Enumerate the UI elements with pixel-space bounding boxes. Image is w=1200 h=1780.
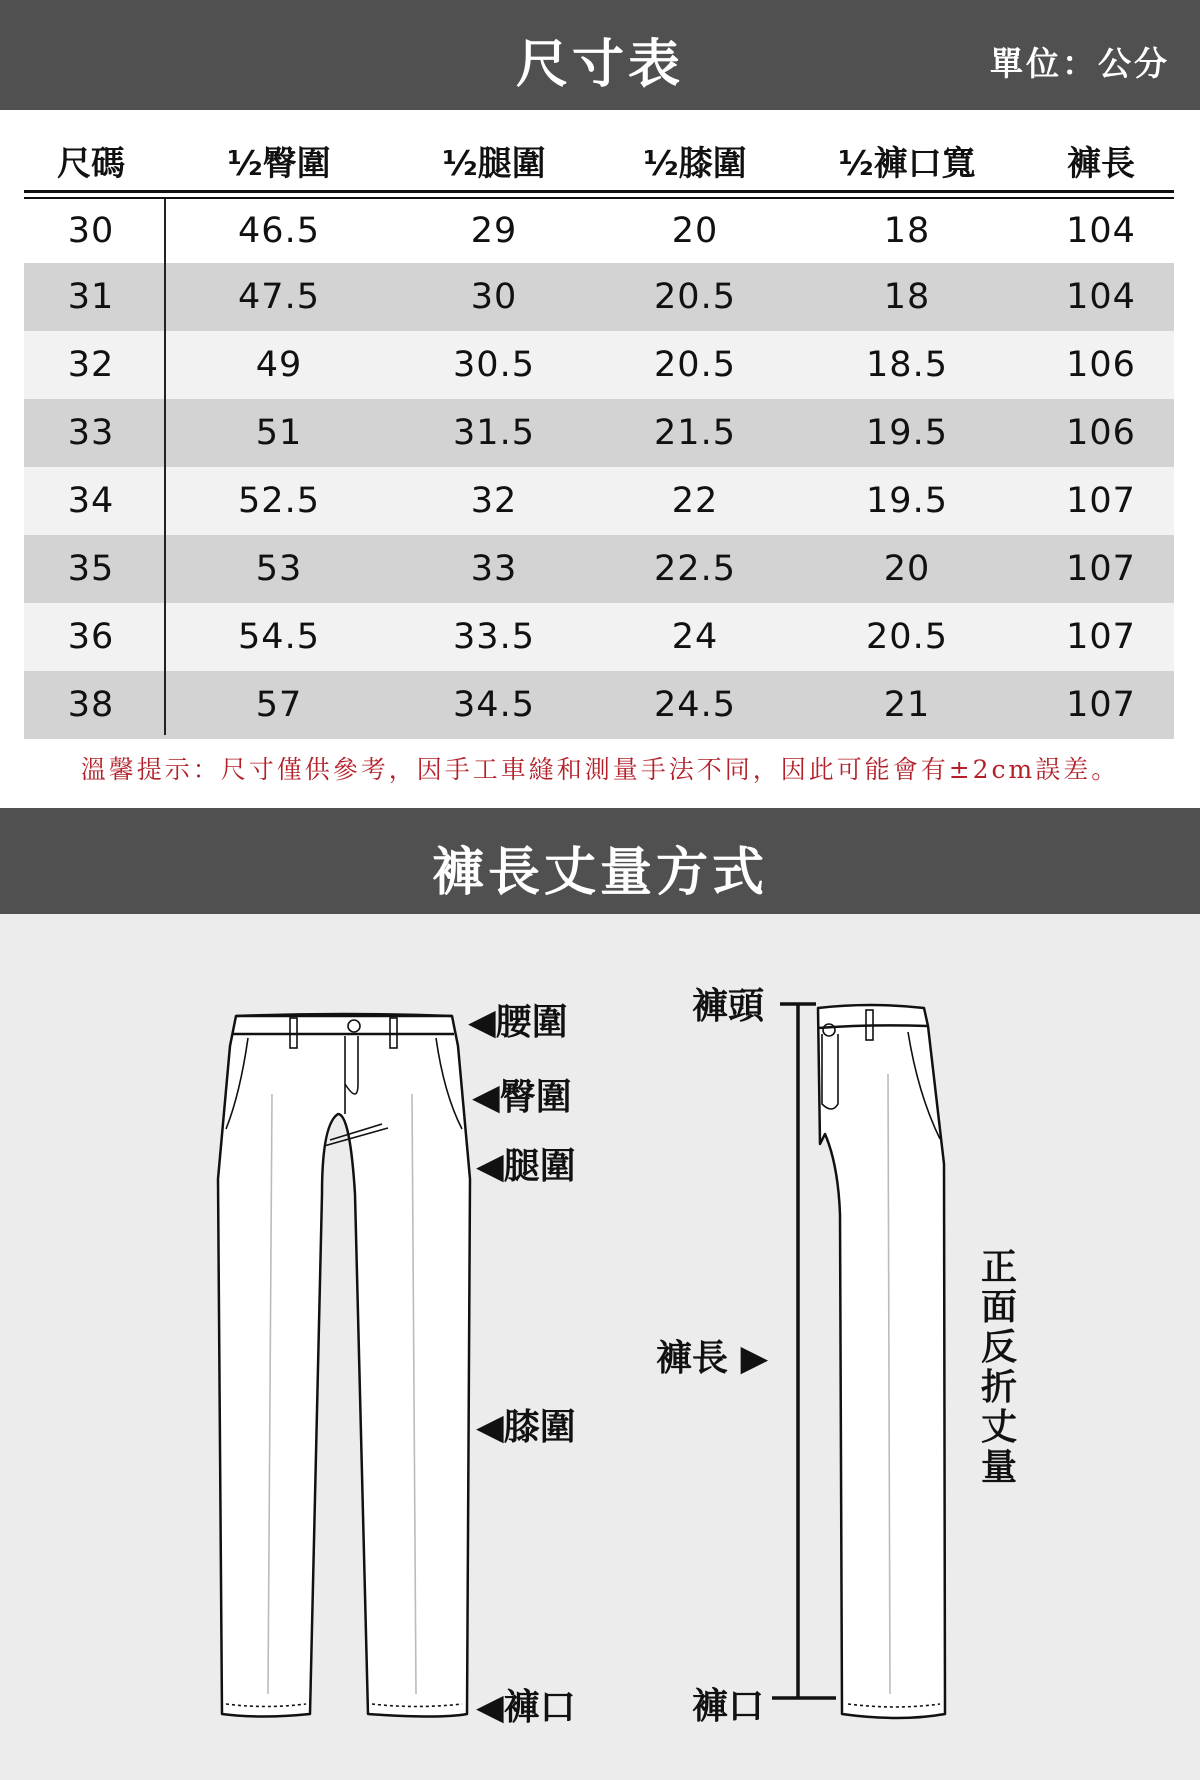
cell-length: 104 [1066, 277, 1136, 317]
label-hem-side: 褲口 [692, 1686, 765, 1727]
header-rule-top [24, 190, 1174, 193]
cell-thigh: 30 [470, 277, 518, 317]
column-header-knee: ½膝圍 [643, 144, 747, 184]
table-row [24, 199, 1174, 263]
label-length: 褲長 ▶ [656, 1338, 769, 1379]
cell-thigh: 33.5 [453, 617, 535, 657]
cell-length: 107 [1066, 685, 1136, 725]
label-knee: ◀膝圍 [476, 1407, 576, 1448]
cell-size: 33 [67, 413, 115, 453]
cell-hip: 47.5 [238, 277, 320, 317]
cell-size: 38 [67, 685, 115, 725]
cell-hip: 53 [255, 549, 303, 589]
cell-length: 104 [1066, 211, 1136, 251]
cell-size: 30 [67, 211, 115, 251]
front-pants-outline [218, 1016, 470, 1717]
cell-length: 107 [1066, 617, 1136, 657]
cell-knee: 21.5 [654, 413, 736, 453]
cell-hip: 54.5 [238, 617, 320, 657]
cell-hem-width: 20.5 [866, 617, 948, 657]
cell-hip: 46.5 [238, 211, 320, 251]
cell-length: 107 [1066, 549, 1136, 589]
cell-hip: 52.5 [238, 481, 320, 521]
label-fold-measure: 正面反折丈量 [980, 1247, 1017, 1488]
table-body [24, 199, 1174, 739]
cell-thigh: 32 [470, 481, 518, 521]
cell-size: 35 [67, 549, 115, 589]
column-header-thigh: ½腿圍 [442, 144, 546, 184]
column-header-length: 褲長 [1067, 144, 1135, 184]
table-row [24, 671, 1174, 739]
cell-knee: 24 [671, 617, 719, 657]
label-waistband-top: 褲頭 [692, 986, 765, 1027]
table-row [24, 399, 1174, 467]
cell-thigh: 34.5 [453, 685, 535, 725]
size-chart-title: 尺寸表 [515, 35, 684, 95]
label-hip: ◀臀圍 [472, 1077, 572, 1118]
cell-knee: 20 [671, 211, 719, 251]
size-chart-banner [0, 0, 1200, 110]
measurement-title: 褲長丈量方式 [431, 843, 768, 903]
pants-illustration [0, 914, 1200, 1780]
cell-hem-width: 18 [883, 277, 931, 317]
column-header-size: 尺碼 [57, 144, 125, 184]
size-disclaimer-note: 溫馨提示：尺寸僅供參考，因手工車縫和測量手法不同，因此可能會有±2cm誤差。 [80, 755, 1120, 784]
unit-label: 單位：公分 [990, 44, 1170, 83]
table-row [24, 603, 1174, 671]
cell-length: 107 [1066, 481, 1136, 521]
cell-hip: 57 [255, 685, 303, 725]
column-header-hip: ½臀圍 [227, 144, 331, 184]
table-row [24, 263, 1174, 331]
cell-knee: 22 [671, 481, 719, 521]
table-row [24, 467, 1174, 535]
label-thigh: ◀腿圍 [476, 1146, 576, 1187]
cell-hem-width: 19.5 [866, 413, 948, 453]
measurement-diagram [0, 914, 1200, 1780]
cell-hem-width: 20 [883, 549, 931, 589]
column-header-hem-width: ½褲口寬 [838, 144, 976, 184]
cell-knee: 20.5 [654, 277, 736, 317]
cell-thigh: 31.5 [453, 413, 535, 453]
cell-length: 106 [1066, 345, 1136, 385]
cell-length: 106 [1066, 413, 1136, 453]
cell-knee: 22.5 [654, 549, 736, 589]
cell-size: 36 [67, 617, 115, 657]
table-header [24, 110, 1174, 194]
cell-hip: 49 [255, 345, 303, 385]
label-hem: ◀褲口 [476, 1687, 576, 1728]
cell-size: 34 [67, 481, 115, 521]
cell-thigh: 29 [470, 211, 518, 251]
cell-hip: 51 [255, 413, 303, 453]
cell-thigh: 30.5 [453, 345, 535, 385]
label-waist: ◀腰圍 [468, 1002, 568, 1043]
cell-knee: 24.5 [654, 685, 736, 725]
cell-hem-width: 21 [883, 685, 931, 725]
size-column-divider [164, 199, 166, 735]
cell-hem-width: 19.5 [866, 481, 948, 521]
cell-thigh: 33 [470, 549, 518, 589]
table-row [24, 535, 1174, 603]
cell-knee: 20.5 [654, 345, 736, 385]
cell-hem-width: 18 [883, 211, 931, 251]
cell-size: 31 [67, 277, 115, 317]
cell-hem-width: 18.5 [866, 345, 948, 385]
size-table-section [0, 110, 1200, 808]
cell-size: 32 [67, 345, 115, 385]
measurement-banner [0, 808, 1200, 914]
side-pants-outline [818, 1005, 945, 1718]
table-row [24, 331, 1174, 399]
size-table [24, 110, 1174, 725]
